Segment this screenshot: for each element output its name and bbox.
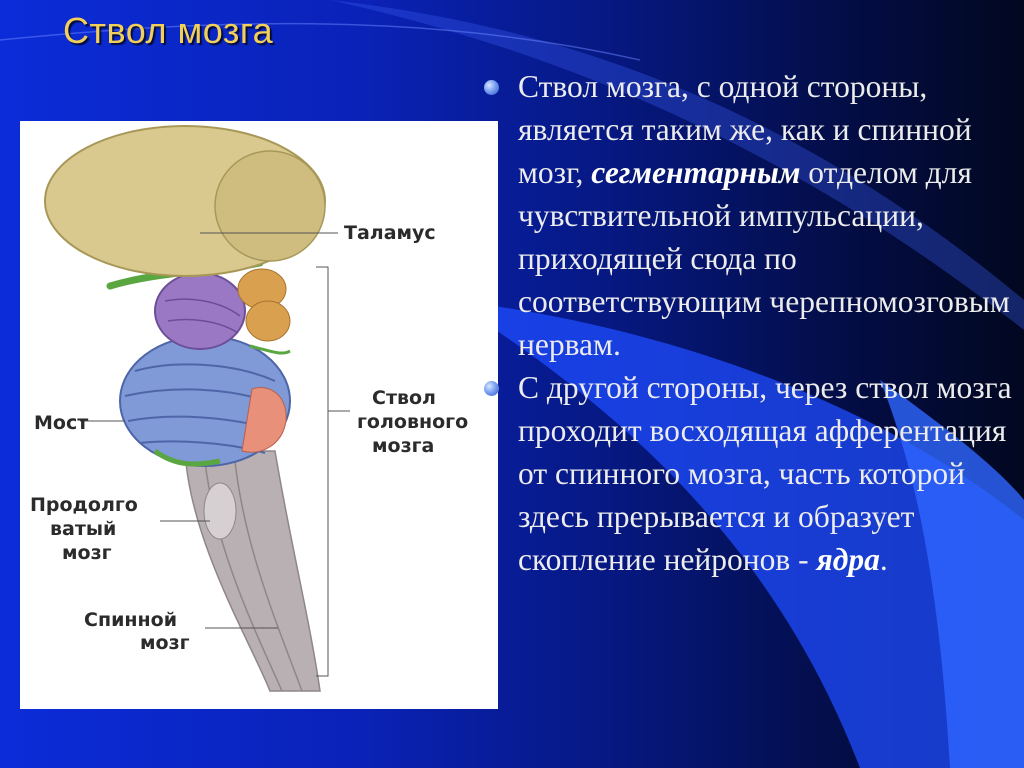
- label-medulla-3: мозг: [62, 542, 112, 564]
- bullet-2-text-after: .: [879, 542, 888, 577]
- label-brainstem-1: Ствол: [372, 387, 436, 409]
- label-brainstem-2: головного: [357, 411, 469, 433]
- bullet-item-1: [480, 65, 1015, 366]
- bullet-item-2: [480, 366, 1015, 581]
- label-spinal-1: Спинной: [84, 609, 178, 631]
- bullet-1-text-before: Ствол мозга, с одной стороны, является таким же, как и спинной мозг,: [518, 69, 972, 190]
- bullet-1-emphasis: сегментарным: [591, 155, 801, 190]
- bullet-2-emphasis: ядра: [816, 542, 880, 577]
- bullet-dot-icon: [484, 381, 499, 396]
- label-spinal-2: мозг: [140, 632, 190, 654]
- bullet-dot-icon: [484, 80, 499, 95]
- label-thalamus: Таламус: [344, 222, 436, 244]
- bullet-1-text-after: отделом для чувствительной импульсации, приходящей сюда по соответствующим черепномозговым нервам.: [518, 155, 1010, 362]
- brainstem-illustration: [20, 121, 498, 709]
- spinal-cord-shape: [185, 451, 320, 691]
- label-medulla-2: ватый: [50, 518, 117, 540]
- label-pons: Мост: [34, 412, 89, 434]
- slide-title: Ствол мозга: [63, 10, 274, 51]
- label-medulla-1: Продолго: [30, 494, 138, 516]
- label-brainstem-3: мозга: [372, 435, 435, 457]
- bullet-2-text-before: С другой стороны, через ствол мозга проходит восходящая афферентация от спинного мозга, часть которой здесь прерывается и образует скопление нейронов -: [518, 370, 1012, 577]
- bullet-list: [480, 65, 1015, 581]
